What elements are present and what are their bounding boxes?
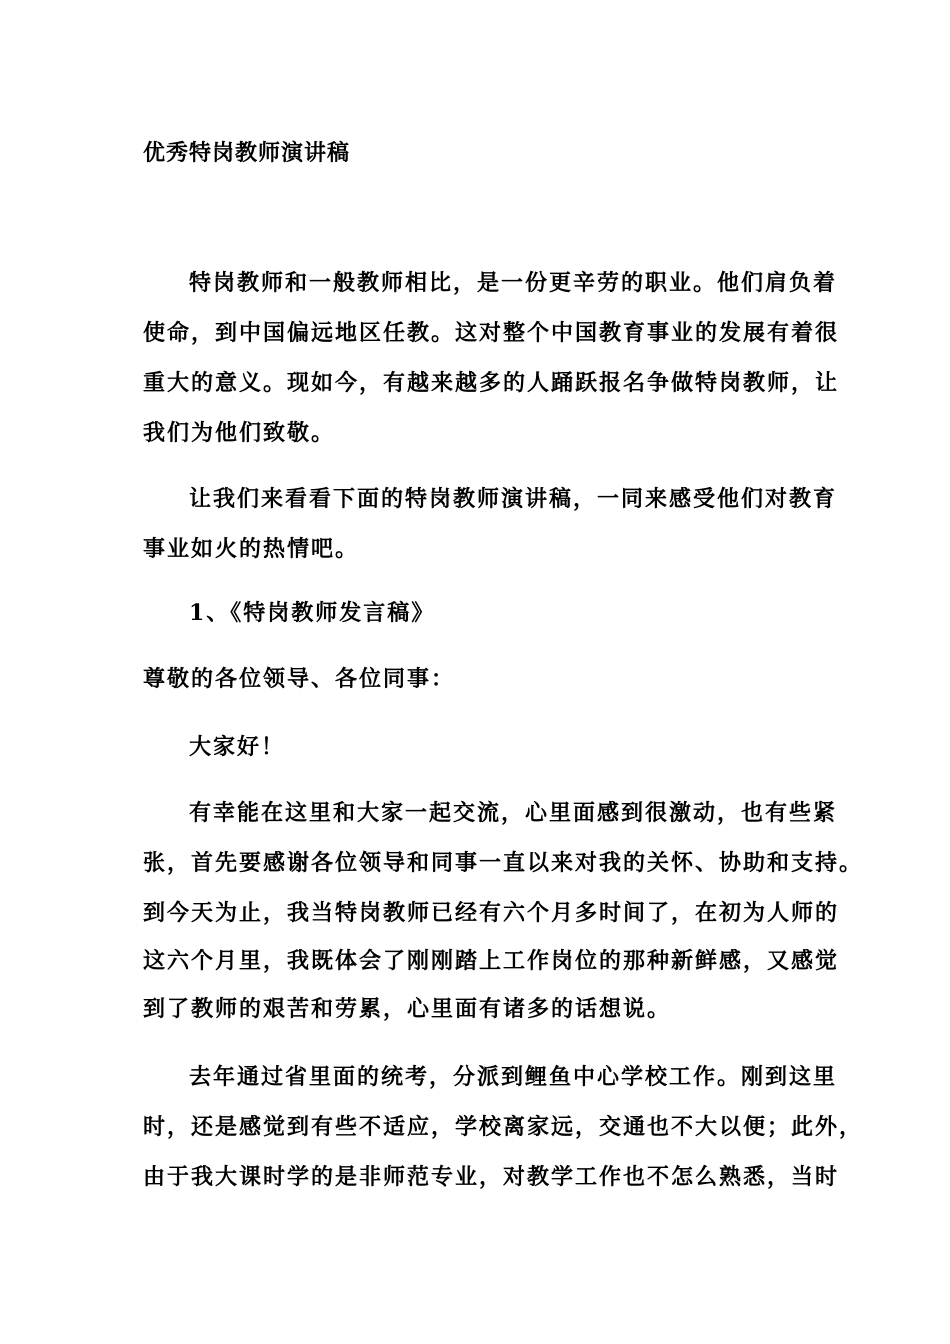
greeting-line: 大家好！ [189,734,286,760]
paragraph-line: 特岗教师和一般教师相比，是一份更辛劳的职业。他们肩负着 [189,270,838,296]
document-title: 优秀特岗教师演讲稿 [143,140,351,166]
paragraph-line: 张，首先要感谢各位领导和同事一直以来对我的关怀、协助和支持。 [143,850,864,876]
salutation-line: 尊敬的各位领导、各位同事： [143,666,456,692]
paragraph-line: 有幸能在这里和大家一起交流，心里面感到很激动，也有些紧 [189,800,838,826]
paragraph-line: 事业如火的热情吧。 [143,536,360,562]
paragraph-line: 由于我大课时学的是非师范专业，对教学工作也不怎么熟悉，当时 [143,1164,840,1190]
section-heading: 1、《特岗教师发言稿》 [189,600,436,626]
paragraph-line: 到了教师的艰苦和劳累，心里面有诸多的话想说。 [143,996,672,1022]
paragraph-line: 时，还是感觉到有些不适应，学校离家远，交通也不大以便；此外， [143,1114,864,1140]
paragraph-line: 去年通过省里面的统考，分派到鲤鱼中心学校工作。刚到这里 [189,1064,838,1090]
paragraph-line: 到今天为止，我当特岗教师已经有六个月多时间了，在初为人师的 [143,900,840,926]
paragraph-line: 让我们来看看下面的特岗教师演讲稿，一同来感受他们对教育 [189,486,838,512]
paragraph-line: 使命，到中国偏远地区任教。这对整个中国教育事业的发展有着很 [143,320,840,346]
paragraph-line: 重大的意义。现如今，有越来越多的人踊跃报名争做特岗教师，让 [143,370,840,396]
paragraph-line: 这六个月里，我既体会了刚刚踏上工作岗位的那种新鲜感，又感觉 [143,948,840,974]
paragraph-line: 我们为他们致敬。 [143,420,336,446]
